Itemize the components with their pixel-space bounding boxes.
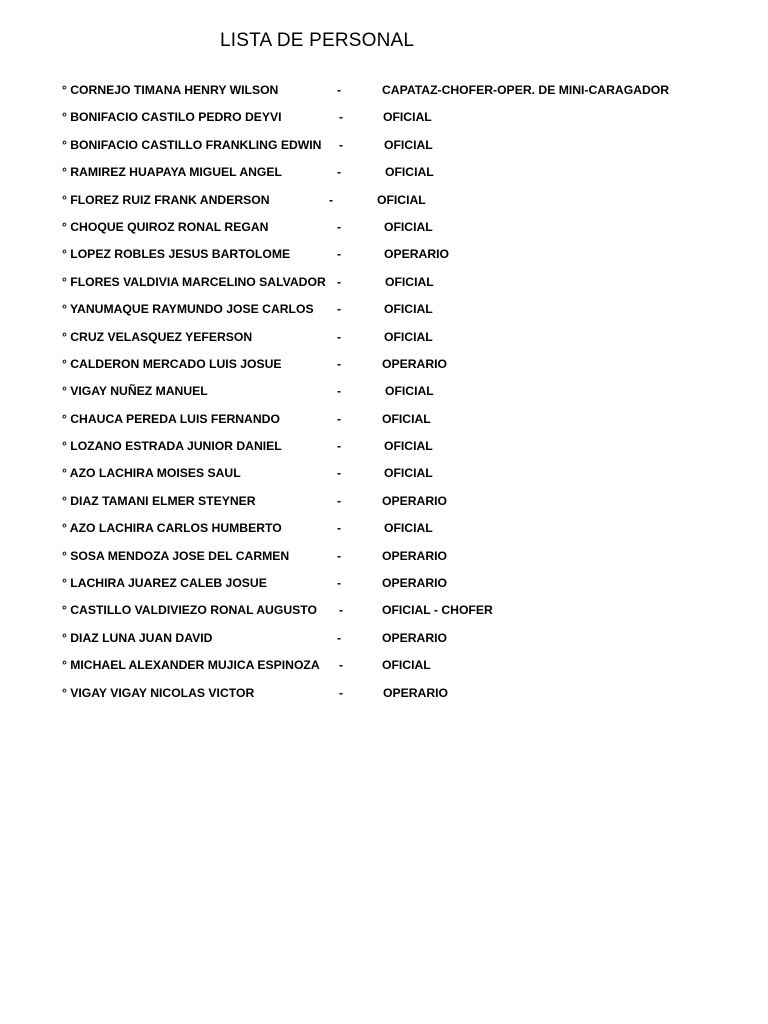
personnel-name: ° YANUMAQUE RAYMUNDO JOSE CARLOS xyxy=(62,302,314,317)
personnel-role: OPERARIO xyxy=(382,493,448,508)
personnel-name: ° CRUZ VELASQUEZ YEFERSON xyxy=(62,329,253,344)
personnel-name: ° AZO LACHIRA CARLOS HUMBERTO xyxy=(62,521,282,536)
personnel-role: OPERARIO xyxy=(382,356,448,371)
separator-dash: - xyxy=(337,329,342,344)
personnel-name: ° CASTILLO VALDIVIEZO RONAL AUGUSTO xyxy=(62,603,317,618)
list-item xyxy=(62,603,742,630)
personnel-role: OPERARIO xyxy=(382,548,448,563)
list-item xyxy=(62,686,742,713)
list-item xyxy=(62,631,742,658)
personnel-name: ° MICHAEL ALEXANDER MUJICA ESPINOZA xyxy=(62,658,320,673)
personnel-name: ° CHOQUE QUIROZ RONAL REGAN xyxy=(62,219,269,234)
personnel-name: ° VIGAY VIGAY NICOLAS VICTOR xyxy=(62,685,255,700)
page-title: LISTA DE PERSONAL xyxy=(220,30,415,51)
personnel-name: ° BONIFACIO CASTILO PEDRO DEYVI xyxy=(62,110,282,125)
separator-dash: - xyxy=(329,192,334,207)
personnel-role: OFICIAL xyxy=(384,137,433,152)
separator-dash: - xyxy=(337,630,342,645)
personnel-role: OPERARIO xyxy=(382,576,448,591)
separator-dash: - xyxy=(337,521,342,536)
separator-dash: - xyxy=(337,165,342,180)
personnel-role: OFICIAL xyxy=(377,192,426,207)
list-item xyxy=(62,549,742,576)
list-item xyxy=(62,412,742,439)
personnel-role: OFICIAL xyxy=(382,411,431,426)
list-item xyxy=(62,247,742,274)
personnel-name: ° RAMIREZ HUAPAYA MIGUEL ANGEL xyxy=(62,165,282,180)
separator-dash: - xyxy=(337,466,342,481)
separator-dash: - xyxy=(337,356,342,371)
separator-dash: - xyxy=(339,137,344,152)
personnel-name: ° DIAZ LUNA JUAN DAVID xyxy=(62,630,213,645)
personnel-role: OFICIAL xyxy=(383,110,432,125)
personnel-role: OPERARIO xyxy=(384,247,450,262)
list-item xyxy=(62,138,742,165)
personnel-role: OPERARIO xyxy=(383,685,449,700)
separator-dash: - xyxy=(337,274,342,289)
separator-dash: - xyxy=(337,576,342,591)
separator-dash: - xyxy=(339,110,344,125)
list-item xyxy=(62,576,742,603)
list-item xyxy=(62,330,742,357)
personnel-role: OFICIAL xyxy=(384,219,433,234)
list-item xyxy=(62,494,742,521)
personnel-role: OFICIAL - CHOFER xyxy=(382,603,493,618)
separator-dash: - xyxy=(337,247,342,262)
personnel-role: OFICIAL xyxy=(384,302,433,317)
separator-dash: - xyxy=(337,439,342,454)
personnel-role: OFICIAL xyxy=(382,658,431,673)
personnel-name: ° CORNEJO TIMANA HENRY WILSON xyxy=(62,83,279,97)
list-item xyxy=(62,384,742,411)
list-item xyxy=(62,302,742,329)
personnel-role: OFICIAL xyxy=(385,384,434,399)
personnel-name: ° LOPEZ ROBLES JESUS BARTOLOME xyxy=(62,247,291,262)
list-item xyxy=(62,466,742,493)
list-item xyxy=(62,658,742,685)
list-item xyxy=(62,193,742,220)
personnel-name: ° SOSA MENDOZA JOSE DEL CARMEN xyxy=(62,548,290,563)
personnel-name: ° CHAUCA PEREDA LUIS FERNANDO xyxy=(62,411,280,426)
separator-dash: - xyxy=(339,603,344,618)
separator-dash: - xyxy=(337,548,342,563)
list-item xyxy=(62,165,742,192)
personnel-name: ° CALDERON MERCADO LUIS JOSUE xyxy=(62,356,282,371)
personnel-name: ° DIAZ TAMANI ELMER STEYNER xyxy=(62,493,256,508)
separator-dash: - xyxy=(337,384,342,399)
list-item xyxy=(62,357,742,384)
personnel-role: OFICIAL xyxy=(384,521,433,536)
list-item xyxy=(62,275,742,302)
personnel-role: OFICIAL xyxy=(385,165,434,180)
list-item xyxy=(62,110,742,137)
separator-dash: - xyxy=(339,685,344,700)
list-item xyxy=(62,83,742,110)
separator-dash: - xyxy=(337,83,342,97)
separator-dash: - xyxy=(339,658,344,673)
list-item xyxy=(62,521,742,548)
personnel-name: ° AZO LACHIRA MOISES SAUL xyxy=(62,466,241,481)
personnel-name: ° BONIFACIO CASTILLO FRANKLING EDWIN xyxy=(62,137,322,152)
personnel-list xyxy=(62,83,742,713)
personnel-role: OFICIAL xyxy=(385,274,434,289)
list-item xyxy=(62,220,742,247)
personnel-role: OPERARIO xyxy=(382,630,448,645)
separator-dash: - xyxy=(337,493,342,508)
personnel-name: ° VIGAY NUÑEZ MANUEL xyxy=(62,384,208,399)
personnel-name: ° LOZANO ESTRADA JUNIOR DANIEL xyxy=(62,439,282,454)
personnel-role: CAPATAZ-CHOFER-OPER. DE MINI-CARAGADOR xyxy=(382,83,670,97)
personnel-role: OFICIAL xyxy=(384,439,433,454)
personnel-role: OFICIAL xyxy=(384,466,433,481)
personnel-name: ° LACHIRA JUAREZ CALEB JOSUE xyxy=(62,576,267,591)
separator-dash: - xyxy=(337,302,342,317)
separator-dash: - xyxy=(337,219,342,234)
personnel-name: ° FLORES VALDIVIA MARCELINO SALVADOR xyxy=(62,274,326,289)
personnel-name: ° FLOREZ RUIZ FRANK ANDERSON xyxy=(62,192,270,207)
list-item xyxy=(62,439,742,466)
personnel-role: OFICIAL xyxy=(384,329,433,344)
separator-dash: - xyxy=(337,411,342,426)
